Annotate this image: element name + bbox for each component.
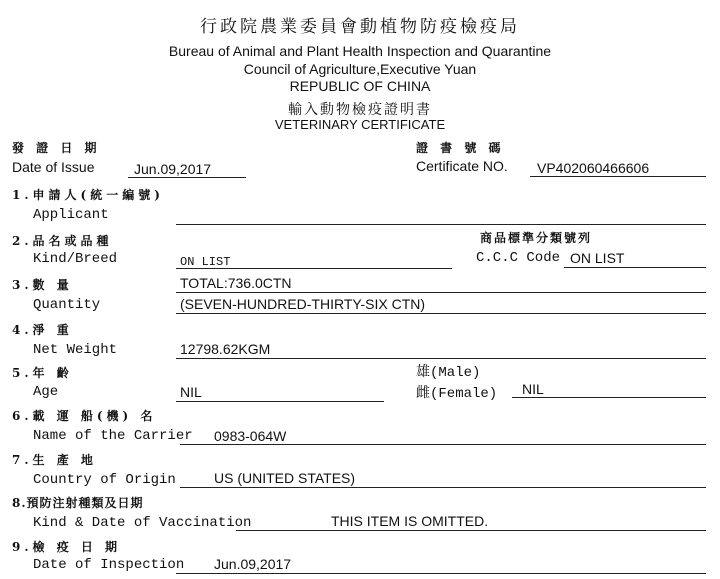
ccc-value: ON LIST <box>570 250 625 266</box>
age-value: NIL <box>180 384 202 400</box>
net-weight-label: Net Weight <box>33 342 118 358</box>
vaccination-label-zh: 8.預防注射種類及日期 <box>12 496 144 510</box>
quantity-words-underline <box>176 313 706 314</box>
ccc-label: C.C.C Code <box>476 250 561 266</box>
applicant-underline <box>176 224 706 225</box>
inspection-label: Date of Inspection <box>33 557 185 573</box>
council-name: Council of Agriculture,Executive Yuan <box>243 61 477 77</box>
quantity-label: Quantity <box>33 297 101 313</box>
issue-date-value: Jun.09,2017 <box>134 161 212 177</box>
country-name: REPUBLIC OF CHINA <box>289 78 431 94</box>
male-label: 雄(Male) <box>416 365 481 381</box>
bureau-title-english: Bureau of Animal and Plant Health Inspection and Quarantine <box>168 43 552 59</box>
ccc-underline <box>564 267 706 268</box>
kind-label: Kind/Breed <box>33 251 118 267</box>
origin-label: Country of Origin <box>33 472 176 488</box>
kind-value: ON LIST <box>180 255 231 269</box>
certificate-no-label-zh: 證 書 號 碼 <box>416 141 505 155</box>
kind-label-zh: 2.品名或品種 <box>12 234 113 248</box>
carrier-underline <box>180 444 706 445</box>
vaccination-value: THIS ITEM IS OMITTED. <box>331 513 489 529</box>
quantity-label-zh: 3.數 量 <box>12 278 73 292</box>
inspection-value: Jun.09,2017 <box>214 556 292 572</box>
applicant-label-zh: 1.申請人(統一編號) <box>12 188 164 202</box>
origin-value: US (UNITED STATES) <box>214 470 356 486</box>
age-underline <box>176 401 384 402</box>
inspection-underline <box>176 573 706 574</box>
certificate-no-underline <box>530 176 706 177</box>
carrier-label: Name of the Carrier <box>33 428 193 444</box>
applicant-label: Applicant <box>33 207 109 223</box>
sex-value: NIL <box>522 381 544 397</box>
vaccination-label: Kind & Date of Vaccination <box>33 515 252 531</box>
net-weight-value: 12798.62KGM <box>180 341 271 357</box>
inspection-label-zh: 9.檢 疫 日 期 <box>12 540 122 554</box>
bureau-title-chinese: 行政院農業委員會動植物防疫檢疫局 <box>200 17 520 37</box>
age-label-zh: 5.年 齡 <box>12 366 73 380</box>
quantity-words-value: (SEVEN-HUNDRED-THIRTY-SIX CTN) <box>180 296 426 312</box>
issue-date-label: Date of Issue <box>12 159 95 175</box>
issue-date-underline <box>128 177 246 178</box>
quantity-total-underline <box>176 292 706 293</box>
certificate-no-value: VP402060466606 <box>537 160 650 176</box>
female-label: 雌(Female) <box>416 386 498 402</box>
net-weight-underline <box>176 358 706 359</box>
kind-underline <box>176 268 452 269</box>
age-label: Age <box>33 384 59 400</box>
origin-label-zh: 7.生 產 地 <box>12 453 97 467</box>
net-weight-label-zh: 4.淨 重 <box>12 323 73 337</box>
quantity-total-value: TOTAL:736.0CTN <box>180 275 292 291</box>
vaccination-underline <box>236 530 706 531</box>
certificate-no-label: Certificate NO. <box>416 158 508 174</box>
origin-underline <box>180 487 706 488</box>
issue-date-label-zh: 發 證 日 期 <box>12 141 101 155</box>
carrier-value: 0983-064W <box>214 428 287 444</box>
certificate-title-chinese: 輸入動物檢疫證明書 <box>288 102 432 118</box>
ccc-label-zh: 商品標準分類號列 <box>480 231 593 245</box>
sex-underline <box>512 397 706 398</box>
carrier-label-zh: 6.載 運 船(機) 名 <box>12 409 157 423</box>
certificate-title-english: VETERINARY CERTIFICATE <box>274 117 446 132</box>
